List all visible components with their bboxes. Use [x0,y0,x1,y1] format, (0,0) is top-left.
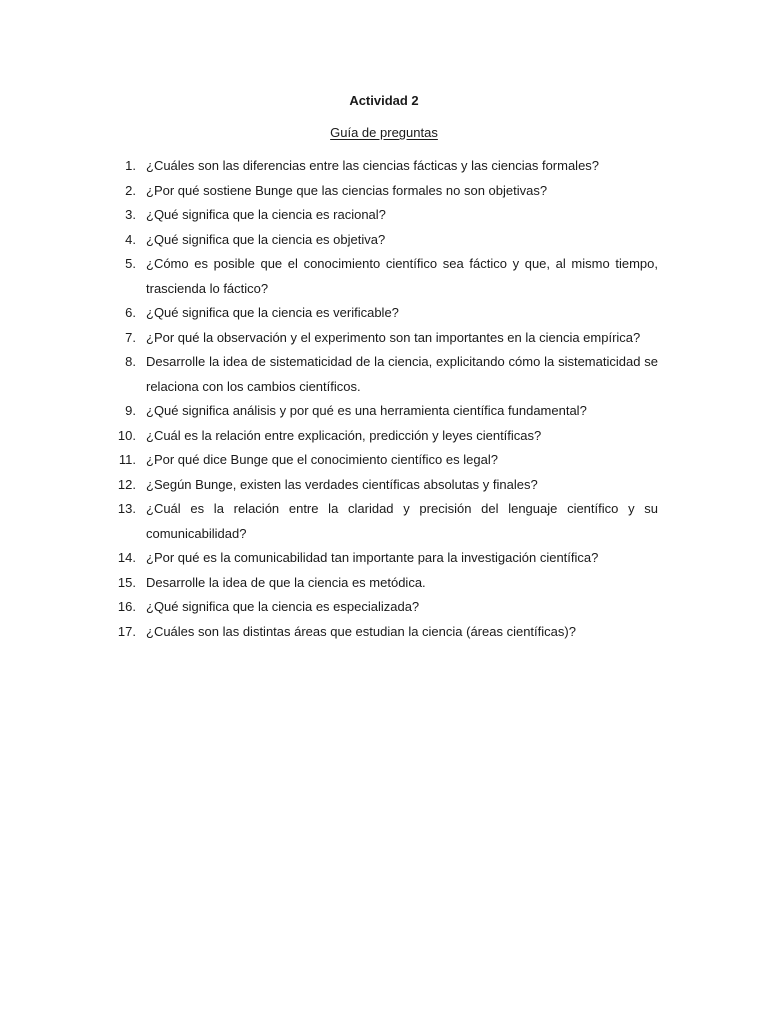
question-number: 15. [117,574,136,590]
question-text: ¿Qué significa que la ciencia es verificable? [146,305,399,320]
question-item [110,571,658,596]
question-item [110,179,658,204]
question-text: ¿Según Bunge, existen las verdades científicas absolutas y finales? [146,476,538,492]
question-number: 3. [125,207,136,222]
question-item [110,326,658,351]
question-item [110,350,658,399]
question-number: 11. [118,452,136,467]
document-subtitle: Guía de preguntas [330,125,438,140]
question-item [110,448,658,473]
question-number: 2. [125,182,136,198]
question-text: Desarrolle la idea de sistematicidad de la ciencia, explicitando cómo la sistematicidad se relaciona con los cambios científicos. [146,354,658,394]
question-number: 14. [117,550,136,565]
question-item [110,497,658,546]
question-item [110,154,658,179]
question-item [110,620,658,645]
question-item [110,203,658,228]
question-item [110,595,658,620]
question-text: ¿Qué significa que la ciencia es especializada? [146,599,420,614]
question-number: 4. [125,231,136,247]
question-number: 16. [117,599,136,614]
question-number: 6. [125,305,136,320]
question-item [110,473,658,498]
question-number: 13. [117,501,136,516]
question-text: Desarrolle la idea de que la ciencia es metódica. [146,574,426,590]
question-item [110,228,658,253]
question-text: ¿Cuáles son las distintas áreas que estudian la ciencia (áreas científicas)? [146,623,576,639]
question-item [110,399,658,424]
question-text: ¿Por qué dice Bunge que el conocimiento científico es legal? [146,452,498,467]
question-text: ¿Por qué la observación y el experimento son tan importantes en la ciencia empírica? [146,329,641,345]
question-text: ¿Cuáles son las diferencias entre las ciencias fácticas y las ciencias formales? [146,158,600,173]
question-text: ¿Cómo es posible que el conocimiento científico sea fáctico y que, al mismo tiempo, trascienda lo fáctico? [146,256,658,296]
question-text: ¿Qué significa que la ciencia es objetiva? [146,231,386,247]
question-item [110,252,658,301]
document-title: Actividad 2 [349,93,419,108]
question-item [110,424,658,449]
question-number: 7. [125,329,136,345]
question-number: 1. [125,158,136,173]
question-text: ¿Cuál es la relación entre la claridad y precisión del lenguaje científico y su comunicabilidad? [146,501,658,541]
question-number: 5. [125,256,136,271]
question-list [110,154,658,644]
question-text: ¿Por qué es la comunicabilidad tan importante para la investigación científica? [146,550,599,565]
question-item [110,546,658,571]
question-text: ¿Cuál es la relación entre explicación, predicción y leyes científicas? [146,427,542,443]
question-text: ¿Por qué sostiene Bunge que las ciencias formales no son objetivas? [146,182,548,198]
question-text: ¿Qué significa análisis y por qué es una herramienta científica fundamental? [146,403,587,418]
question-text: ¿Qué significa que la ciencia es racional? [146,207,386,222]
question-number: 17. [117,623,136,639]
question-number: 8. [125,354,136,369]
question-item [110,301,658,326]
question-number: 9. [125,403,136,418]
question-number: 12. [117,476,136,492]
question-number: 10. [117,427,136,443]
